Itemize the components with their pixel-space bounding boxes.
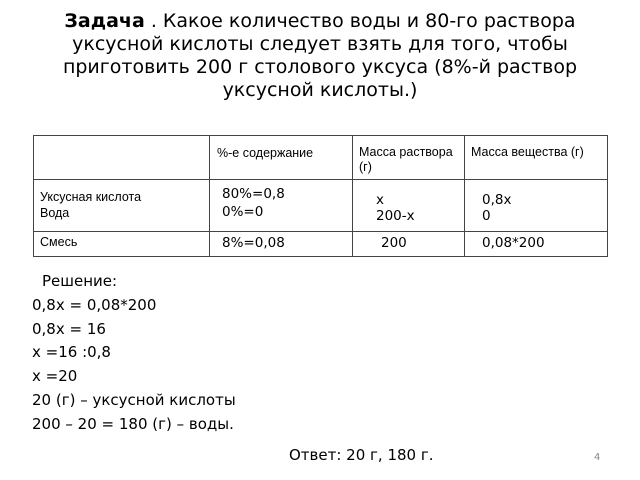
table-divider [209, 136, 210, 256]
problem-statement [0, 10, 640, 102]
row-label-mixture: Смесь [40, 235, 78, 249]
header-substance-mass: Масса вещества (г) [471, 145, 584, 159]
mixture-solution-mass: 200 [381, 235, 407, 251]
header-percent: %-е содержание [217, 146, 314, 160]
table-divider [464, 136, 465, 256]
water-substance-mass: 0 [482, 208, 491, 224]
acid-substance-mass: 0,8x [482, 192, 512, 208]
table-divider [34, 231, 607, 232]
answer: Ответ: 20 г, 180 г. [289, 446, 434, 464]
problem-text: . Какое количество воды и 80-го раствора уксусной кислоты следует взять для того, чтобы приготовить 200 г столового уксуса (8%-й раствор уксусной кислоты.) [62, 10, 578, 101]
water-solution-mass: 200-x [376, 208, 415, 224]
solution-line: x =16 :0,8 [32, 343, 111, 362]
mixture-substance-mass: 0,08*200 [482, 235, 545, 251]
acid-solution-mass: x [376, 192, 384, 208]
solution-line: x =20 [32, 367, 78, 386]
solution-line: 0,8x = 16 [32, 319, 106, 338]
water-percent: 0%=0 [222, 204, 264, 220]
mixture-percent: 8%=0,08 [222, 235, 285, 251]
header-solution-mass: Масса раствора (г) [359, 145, 453, 174]
page-number: 4 [594, 452, 601, 463]
solution-line: 20 (г) – уксусной кислоты [32, 390, 236, 409]
table-divider [352, 136, 353, 256]
solution-line: 0,8x = 0,08*200 [32, 295, 157, 314]
solution-line: 200 – 20 = 180 (г) – воды. [32, 414, 234, 433]
problem-label: Задача [64, 10, 145, 32]
row-label-water: Вода [40, 206, 70, 220]
acid-percent: 80%=0,8 [222, 186, 285, 202]
solution-heading: Решение: [42, 272, 118, 290]
data-table [33, 135, 608, 257]
row-label-acid: Уксусная кислота [40, 190, 142, 204]
table-divider [34, 179, 607, 180]
solution-block [32, 270, 236, 437]
